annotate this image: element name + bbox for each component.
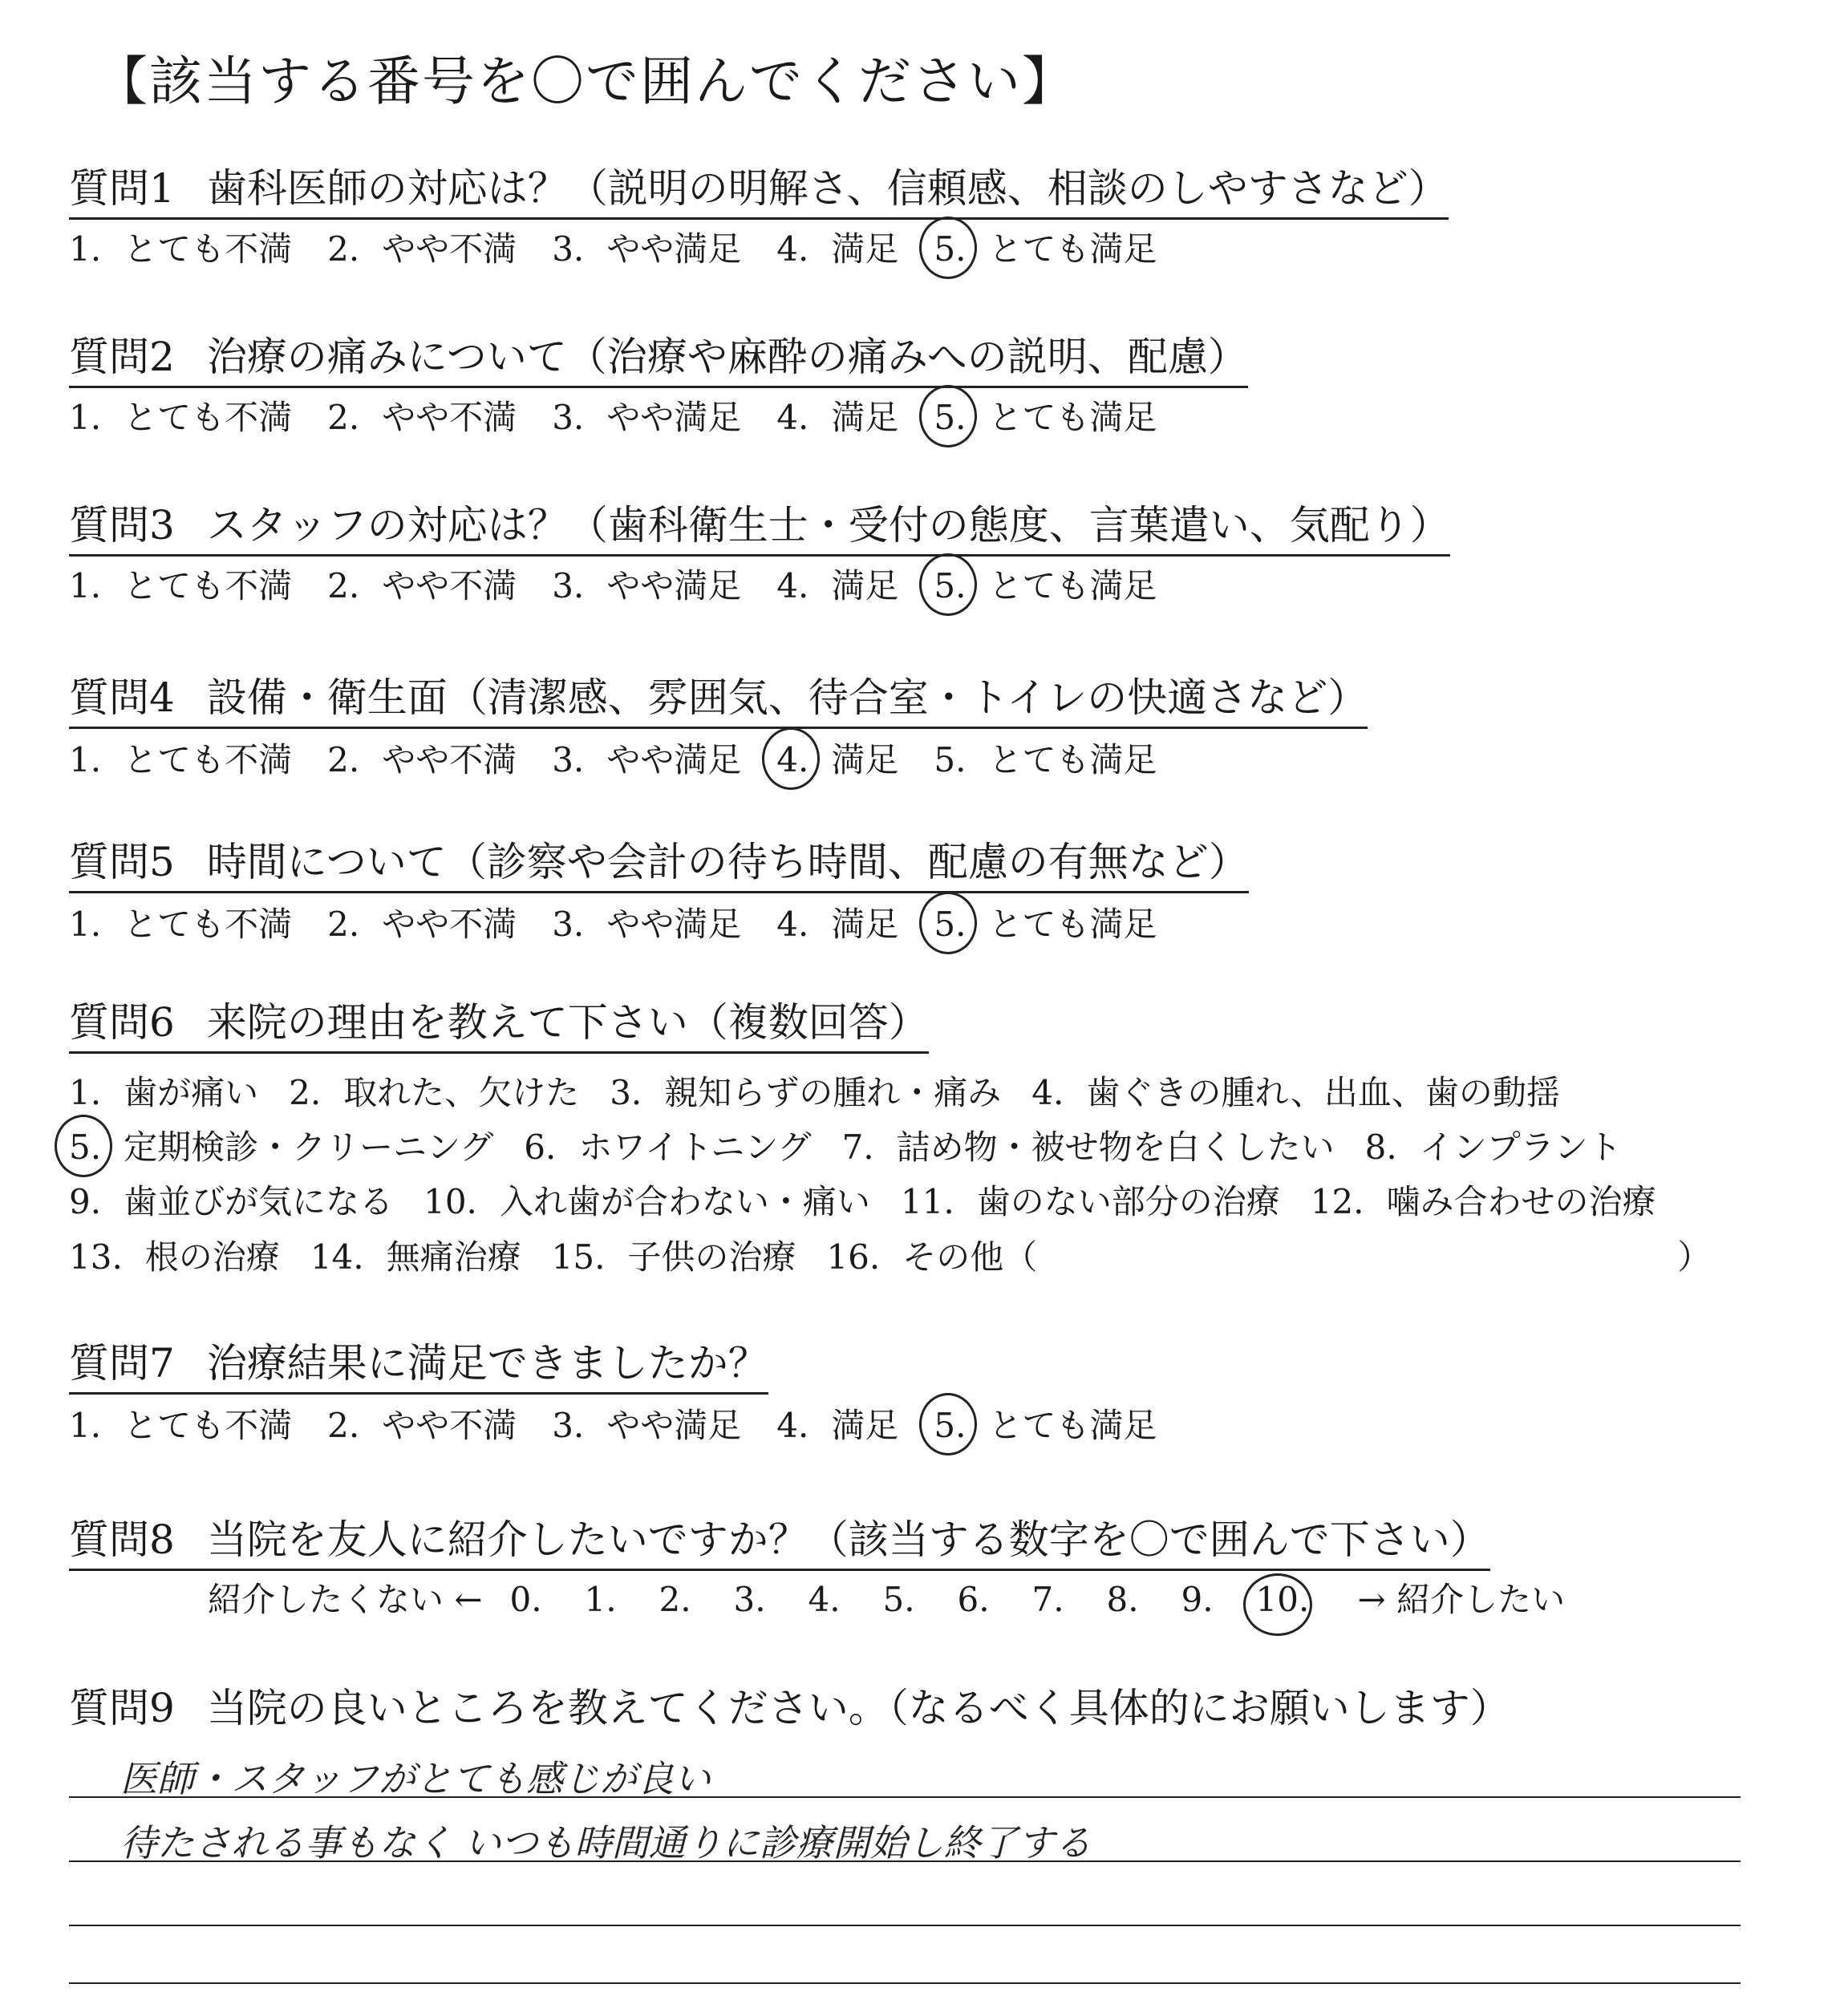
scale-right-label: → 紹介したい xyxy=(1357,1580,1566,1619)
option-label: 子供の治療 xyxy=(627,1237,796,1277)
option-number: 4. xyxy=(776,229,809,269)
rating-option[interactable] xyxy=(934,1399,1157,1447)
option-label: 歯並びが気になる xyxy=(124,1182,394,1221)
option-label: やや満足 xyxy=(606,740,742,779)
rating-option[interactable] xyxy=(934,391,1157,439)
option-label: やや満足 xyxy=(606,1406,742,1445)
option-label: やや不満 xyxy=(382,740,517,779)
option-label: とても満足 xyxy=(988,1406,1157,1445)
question-7-heading xyxy=(69,1331,768,1395)
scale-number: 9. xyxy=(1181,1580,1214,1619)
reason-option[interactable] xyxy=(826,1231,1037,1279)
reason-option[interactable] xyxy=(1365,1121,1622,1169)
option-number: 5. xyxy=(934,1406,967,1445)
scale-point[interactable] xyxy=(659,1580,734,1619)
question-1-options xyxy=(69,223,1192,271)
rating-option[interactable] xyxy=(552,898,741,946)
reason-row xyxy=(69,1121,1652,1169)
option-number: 5. xyxy=(934,740,967,779)
question-1-heading xyxy=(69,156,1449,220)
reason-option[interactable] xyxy=(524,1121,811,1169)
rating-option[interactable] xyxy=(69,898,292,946)
option-label: 噛み合わせの治療 xyxy=(1386,1182,1656,1221)
scale-number: 3. xyxy=(733,1580,766,1619)
rating-option[interactable] xyxy=(69,223,292,271)
scale-number: 2. xyxy=(659,1580,691,1619)
scale-point[interactable] xyxy=(585,1580,659,1619)
option-label: とても満足 xyxy=(988,905,1157,944)
scale-point[interactable] xyxy=(958,1580,1032,1619)
question-number: 質問1 xyxy=(69,165,175,212)
option-label: 詰め物・被せ物を白くしたい xyxy=(896,1128,1335,1167)
rating-option[interactable] xyxy=(776,391,898,439)
option-label: 入れ歯が合わない・痛い xyxy=(499,1182,870,1221)
reason-option[interactable] xyxy=(69,1231,280,1279)
rating-option[interactable] xyxy=(327,391,517,439)
answer-line[interactable] xyxy=(69,1982,1741,1984)
reason-option[interactable] xyxy=(310,1231,521,1279)
option-number: 3. xyxy=(552,566,585,605)
option-label: 満足 xyxy=(831,905,899,944)
option-label: とても満足 xyxy=(988,229,1157,269)
option-number: 3. xyxy=(552,905,585,944)
rating-option[interactable] xyxy=(934,898,1157,946)
rating-option[interactable] xyxy=(327,223,517,271)
option-number: 3. xyxy=(552,229,585,269)
option-label: 満足 xyxy=(831,740,899,779)
reason-option[interactable] xyxy=(1031,1067,1560,1115)
option-number: 12. xyxy=(1310,1182,1364,1221)
close-paren: ） xyxy=(1677,1237,1712,1277)
reason-row xyxy=(69,1231,1711,1279)
option-number: 1. xyxy=(69,229,102,269)
option-label: やや不満 xyxy=(382,1406,517,1445)
reason-option[interactable] xyxy=(69,1176,393,1224)
question-number: 質問2 xyxy=(69,334,175,380)
option-number: 9. xyxy=(69,1182,102,1221)
option-label: とても不満 xyxy=(124,905,293,944)
question-text: 来院の理由を教えて下さい（複数回答） xyxy=(206,999,929,1046)
option-label: その他（ xyxy=(902,1237,1038,1277)
option-number: 4. xyxy=(776,1406,809,1445)
option-label: 無痛治療 xyxy=(386,1237,521,1277)
option-label: 親知らずの腫れ・痛み xyxy=(664,1073,1002,1112)
scale-point[interactable] xyxy=(1256,1580,1331,1619)
question-number: 質問3 xyxy=(69,502,175,549)
rating-option[interactable] xyxy=(776,898,898,946)
option-number: 7. xyxy=(841,1128,874,1167)
question-4-options xyxy=(69,734,1192,782)
scale-point[interactable] xyxy=(1107,1580,1181,1619)
option-number: 4. xyxy=(776,398,809,437)
question-7-options xyxy=(69,1399,1192,1447)
scale-number: 7. xyxy=(1031,1580,1064,1619)
reason-option[interactable] xyxy=(1311,1176,1656,1224)
option-number: 3. xyxy=(552,740,585,779)
question-2-options xyxy=(69,391,1192,439)
scale-number: 10. xyxy=(1255,1580,1310,1619)
option-number: 15. xyxy=(551,1237,606,1277)
answer-line[interactable] xyxy=(69,1925,1741,1926)
option-number: 1. xyxy=(69,740,102,779)
question-3-heading xyxy=(69,493,1450,557)
reason-option[interactable] xyxy=(289,1067,579,1115)
option-number: 4. xyxy=(776,566,809,605)
option-number: 4. xyxy=(776,905,809,944)
option-number: 1. xyxy=(69,905,102,944)
option-number: 1. xyxy=(69,566,102,605)
question-6-heading xyxy=(69,990,929,1054)
option-label: 歯が痛い xyxy=(124,1073,259,1112)
option-number: 2. xyxy=(327,740,360,779)
rating-option[interactable] xyxy=(327,898,517,946)
option-number: 3. xyxy=(610,1073,642,1112)
rating-option[interactable] xyxy=(552,734,741,782)
reason-row xyxy=(69,1067,1591,1115)
option-number: 4. xyxy=(776,740,809,779)
option-label: 歯ぐきの腫れ、出血、歯の動揺 xyxy=(1086,1073,1560,1112)
option-number: 3. xyxy=(552,398,585,437)
rating-option[interactable] xyxy=(934,734,1157,782)
option-number: 13. xyxy=(69,1237,123,1277)
scale-point[interactable] xyxy=(808,1580,883,1619)
reason-option[interactable] xyxy=(901,1176,1280,1224)
question-number: 質問5 xyxy=(69,839,175,885)
recommend-scale xyxy=(180,1573,1592,1622)
question-number: 質問9 xyxy=(69,1685,175,1731)
reason-option[interactable] xyxy=(552,1231,796,1279)
question-text: 歯科医師の対応は？（説明の明解さ、信頼感、相談のしやすさなど） xyxy=(206,165,1449,212)
option-number: 4. xyxy=(1031,1073,1064,1112)
option-number: 1. xyxy=(69,398,102,437)
option-label: 満足 xyxy=(831,398,899,437)
scale-number: 8. xyxy=(1106,1580,1139,1619)
scale-number: 4. xyxy=(808,1580,841,1619)
rating-option[interactable] xyxy=(327,560,517,608)
handwritten-answer: 待たされる事もなく いつも時間通りに診療開始し終了する xyxy=(120,1821,1092,1864)
option-label: やや不満 xyxy=(382,566,517,605)
reason-option[interactable] xyxy=(69,1067,258,1115)
option-number: 2. xyxy=(327,1406,360,1445)
option-number: 14. xyxy=(310,1237,364,1277)
option-number: 8. xyxy=(1364,1128,1397,1167)
question-number: 質問4 xyxy=(69,674,175,721)
rating-option[interactable] xyxy=(776,734,898,782)
option-label: 満足 xyxy=(831,1406,899,1445)
question-text: 治療の痛みについて（治療や麻酔の痛みへの説明、配慮） xyxy=(206,334,1248,380)
option-number: 2. xyxy=(327,398,360,437)
option-label: やや満足 xyxy=(606,566,742,605)
question-text: 時間について（診察や会計の待ち時間、配慮の有無など） xyxy=(206,839,1249,885)
rating-option[interactable] xyxy=(552,223,741,271)
scale-left-label: 紹介したくない ← xyxy=(208,1580,483,1619)
question-number: 質問7 xyxy=(69,1340,175,1387)
option-number: 5. xyxy=(934,566,967,605)
option-label: とても不満 xyxy=(124,1406,293,1445)
option-label: 取れた、欠けた xyxy=(343,1073,580,1112)
option-label: とても満足 xyxy=(988,740,1157,779)
rating-option[interactable] xyxy=(776,1399,898,1447)
reason-option[interactable] xyxy=(610,1067,1001,1115)
question-number: 質問8 xyxy=(69,1516,175,1563)
option-number: 5. xyxy=(934,905,967,944)
rating-option[interactable] xyxy=(934,223,1157,271)
reason-row xyxy=(69,1176,1687,1224)
question-text: 治療結果に満足できましたか？ xyxy=(206,1340,768,1387)
option-label: 満足 xyxy=(831,229,899,269)
rating-option[interactable] xyxy=(69,560,292,608)
option-label: とても満足 xyxy=(988,566,1157,605)
rating-option[interactable] xyxy=(776,560,898,608)
reason-option[interactable] xyxy=(424,1176,870,1224)
option-number: 2. xyxy=(327,566,360,605)
option-label: 定期検診・クリーニング xyxy=(124,1128,494,1167)
option-label: ホワイトニング xyxy=(578,1128,812,1167)
option-label: 根の治療 xyxy=(144,1237,280,1277)
rating-option[interactable] xyxy=(69,391,292,439)
scale-number: 6. xyxy=(957,1580,990,1619)
option-number: 2. xyxy=(327,905,360,944)
option-label: やや不満 xyxy=(382,905,517,944)
option-label: 歯のない部分の治療 xyxy=(976,1182,1280,1221)
question-5-options xyxy=(69,898,1192,946)
option-label: やや満足 xyxy=(606,398,742,437)
option-number: 1. xyxy=(69,1073,102,1112)
question-text: スタッフの対応は？（歯科衛生士・受付の態度、言葉遣い、気配り） xyxy=(206,502,1450,549)
handwritten-answer: 医師・スタッフがとても感じが良い xyxy=(120,1757,711,1800)
rating-option[interactable] xyxy=(552,391,741,439)
option-label: やや満足 xyxy=(606,229,742,269)
option-label: やや満足 xyxy=(606,905,742,944)
option-label: とても不満 xyxy=(124,566,293,605)
option-label: とても不満 xyxy=(124,398,293,437)
question-3-options xyxy=(69,560,1192,608)
rating-option[interactable] xyxy=(327,1399,517,1447)
rating-option[interactable] xyxy=(934,560,1157,608)
rating-option[interactable] xyxy=(327,734,517,782)
option-number: 16. xyxy=(826,1237,881,1277)
question-5-heading xyxy=(69,830,1249,893)
option-label: やや不満 xyxy=(382,398,517,437)
scale-number: 1. xyxy=(584,1580,617,1619)
question-text: 当院を友人に紹介したいですか？（該当する数字を〇で囲んで下さい） xyxy=(206,1516,1490,1563)
option-number: 1. xyxy=(69,1406,102,1445)
question-9-heading xyxy=(69,1676,1510,1737)
option-label: とても不満 xyxy=(124,740,293,779)
option-number: 2. xyxy=(327,229,360,269)
survey-title: 【該当する番号を〇で囲んでください】 xyxy=(95,51,1076,112)
rating-option[interactable] xyxy=(552,1399,741,1447)
option-number: 6. xyxy=(524,1128,557,1167)
question-4-heading xyxy=(69,666,1368,729)
option-label: とても満足 xyxy=(988,398,1157,437)
question-number: 質問6 xyxy=(69,999,175,1046)
scale-point[interactable] xyxy=(1032,1580,1107,1619)
option-label: とても不満 xyxy=(124,229,293,269)
scale-point[interactable] xyxy=(883,1580,958,1619)
option-number: 11. xyxy=(900,1182,954,1221)
question-text: 設備・衛生面（清潔感、雰囲気、待合室・トイレの快適さなど） xyxy=(206,674,1368,721)
reason-option[interactable] xyxy=(69,1121,493,1169)
scale-number: 5. xyxy=(882,1580,915,1619)
question-text: 当院の良いところを教えてください。（なるべく具体的にお願いします） xyxy=(206,1685,1510,1731)
option-label: インプラント xyxy=(1419,1128,1622,1167)
option-number: 3. xyxy=(552,1406,585,1445)
option-number: 5. xyxy=(934,229,967,269)
option-number: 10. xyxy=(424,1182,477,1221)
scale-point[interactable] xyxy=(510,1580,585,1619)
question-8-heading xyxy=(69,1508,1490,1571)
rating-option[interactable] xyxy=(552,560,741,608)
reason-option[interactable] xyxy=(842,1121,1335,1169)
rating-option[interactable] xyxy=(69,734,292,782)
scale-point[interactable] xyxy=(734,1580,808,1619)
rating-option[interactable] xyxy=(69,1399,292,1447)
option-label: 満足 xyxy=(831,566,899,605)
scale-number: 0. xyxy=(509,1580,542,1619)
rating-option[interactable] xyxy=(776,223,898,271)
option-label: やや不満 xyxy=(382,229,517,269)
question-2-heading xyxy=(69,325,1248,388)
option-number: 5. xyxy=(934,398,967,437)
option-number: 5. xyxy=(69,1128,102,1167)
option-number: 2. xyxy=(289,1073,322,1112)
